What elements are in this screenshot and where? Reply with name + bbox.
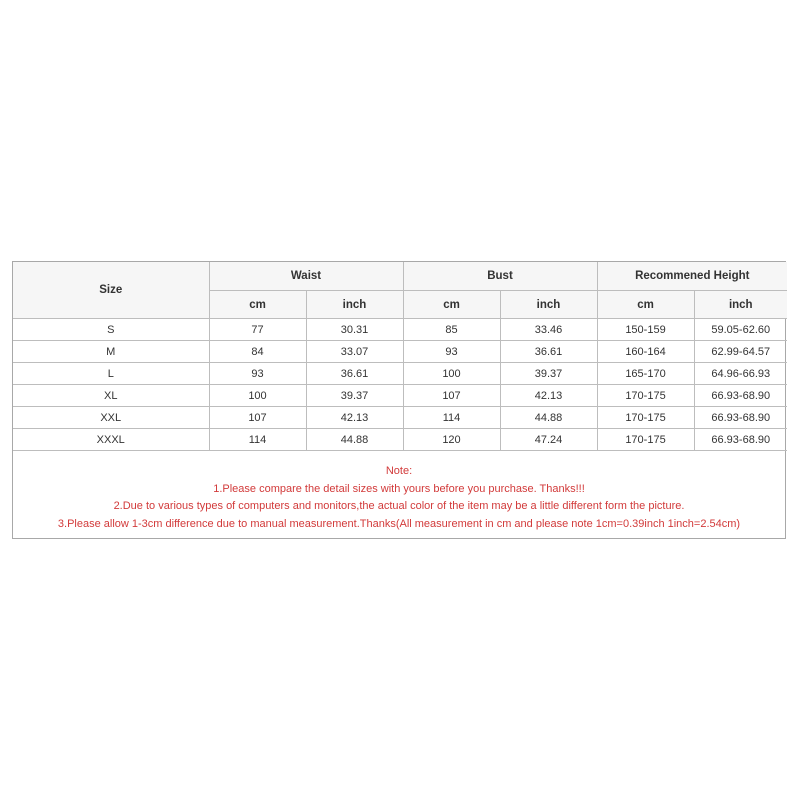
unit-header: inch — [500, 291, 597, 319]
unit-header: inch — [306, 291, 403, 319]
group-header-row — [13, 262, 787, 291]
value-cell: 36.61 — [306, 363, 403, 385]
value-cell: 77 — [209, 319, 306, 341]
table-row — [13, 429, 787, 451]
size-cell: M — [13, 341, 209, 363]
note-line: 1.Please compare the detail sizes with yours before you purchase. Thanks!!! — [213, 482, 585, 495]
value-cell: 66.93-68.90 — [694, 407, 787, 429]
value-cell: 39.37 — [500, 363, 597, 385]
value-cell: 170-175 — [597, 429, 694, 451]
value-cell: 120 — [403, 429, 500, 451]
bust-header: Bust — [403, 262, 597, 291]
value-cell: 100 — [403, 363, 500, 385]
height-header: Recommened Height — [597, 262, 787, 291]
value-cell: 33.46 — [500, 319, 597, 341]
table-body — [13, 319, 787, 451]
size-header: Size — [13, 262, 209, 319]
value-cell: 160-164 — [597, 341, 694, 363]
value-cell: 39.37 — [306, 385, 403, 407]
waist-header: Waist — [209, 262, 403, 291]
value-cell: 59.05-62.60 — [694, 319, 787, 341]
value-cell: 66.93-68.90 — [694, 385, 787, 407]
value-cell: 44.88 — [500, 407, 597, 429]
value-cell: 64.96-66.93 — [694, 363, 787, 385]
size-cell: XL — [13, 385, 209, 407]
unit-header: cm — [597, 291, 694, 319]
value-cell: 93 — [209, 363, 306, 385]
value-cell: 170-175 — [597, 385, 694, 407]
value-cell: 33.07 — [306, 341, 403, 363]
value-cell: 100 — [209, 385, 306, 407]
size-cell: XXL — [13, 407, 209, 429]
value-cell: 30.31 — [306, 319, 403, 341]
value-cell: 114 — [209, 429, 306, 451]
size-cell: XXXL — [13, 429, 209, 451]
value-cell: 44.88 — [306, 429, 403, 451]
unit-header: cm — [403, 291, 500, 319]
note-line: 2.Due to various types of computers and monitors,the actual color of the item may be a little different form the picture. — [113, 500, 685, 512]
table-row — [13, 407, 787, 429]
value-cell: 42.13 — [306, 407, 403, 429]
table-row — [13, 363, 787, 385]
table-row — [13, 341, 787, 363]
value-cell: 165-170 — [597, 363, 694, 385]
table-row — [13, 385, 787, 407]
note-title: Note: — [385, 465, 413, 477]
value-cell: 93 — [403, 341, 500, 363]
note-line: 3.Please allow 1-3cm difference due to manual measurement.Thanks(All measurement in cm and please note 1cm=0.39inch 1inch=2.54cm) — [57, 517, 741, 530]
notes — [13, 451, 785, 533]
value-cell: 62.99-64.57 — [694, 341, 787, 363]
unit-header: inch — [694, 291, 787, 319]
value-cell: 114 — [403, 407, 500, 429]
size-cell: L — [13, 363, 209, 385]
value-cell: 66.93-68.90 — [694, 429, 787, 451]
value-cell: 107 — [403, 385, 500, 407]
value-cell: 150-159 — [597, 319, 694, 341]
value-cell: 84 — [209, 341, 306, 363]
value-cell: 42.13 — [500, 385, 597, 407]
size-table — [13, 262, 787, 451]
value-cell: 36.61 — [500, 341, 597, 363]
unit-header: cm — [209, 291, 306, 319]
table-row — [13, 319, 787, 341]
value-cell: 107 — [209, 407, 306, 429]
size-cell: S — [13, 319, 209, 341]
size-chart — [12, 261, 786, 539]
value-cell: 170-175 — [597, 407, 694, 429]
value-cell: 47.24 — [500, 429, 597, 451]
value-cell: 85 — [403, 319, 500, 341]
